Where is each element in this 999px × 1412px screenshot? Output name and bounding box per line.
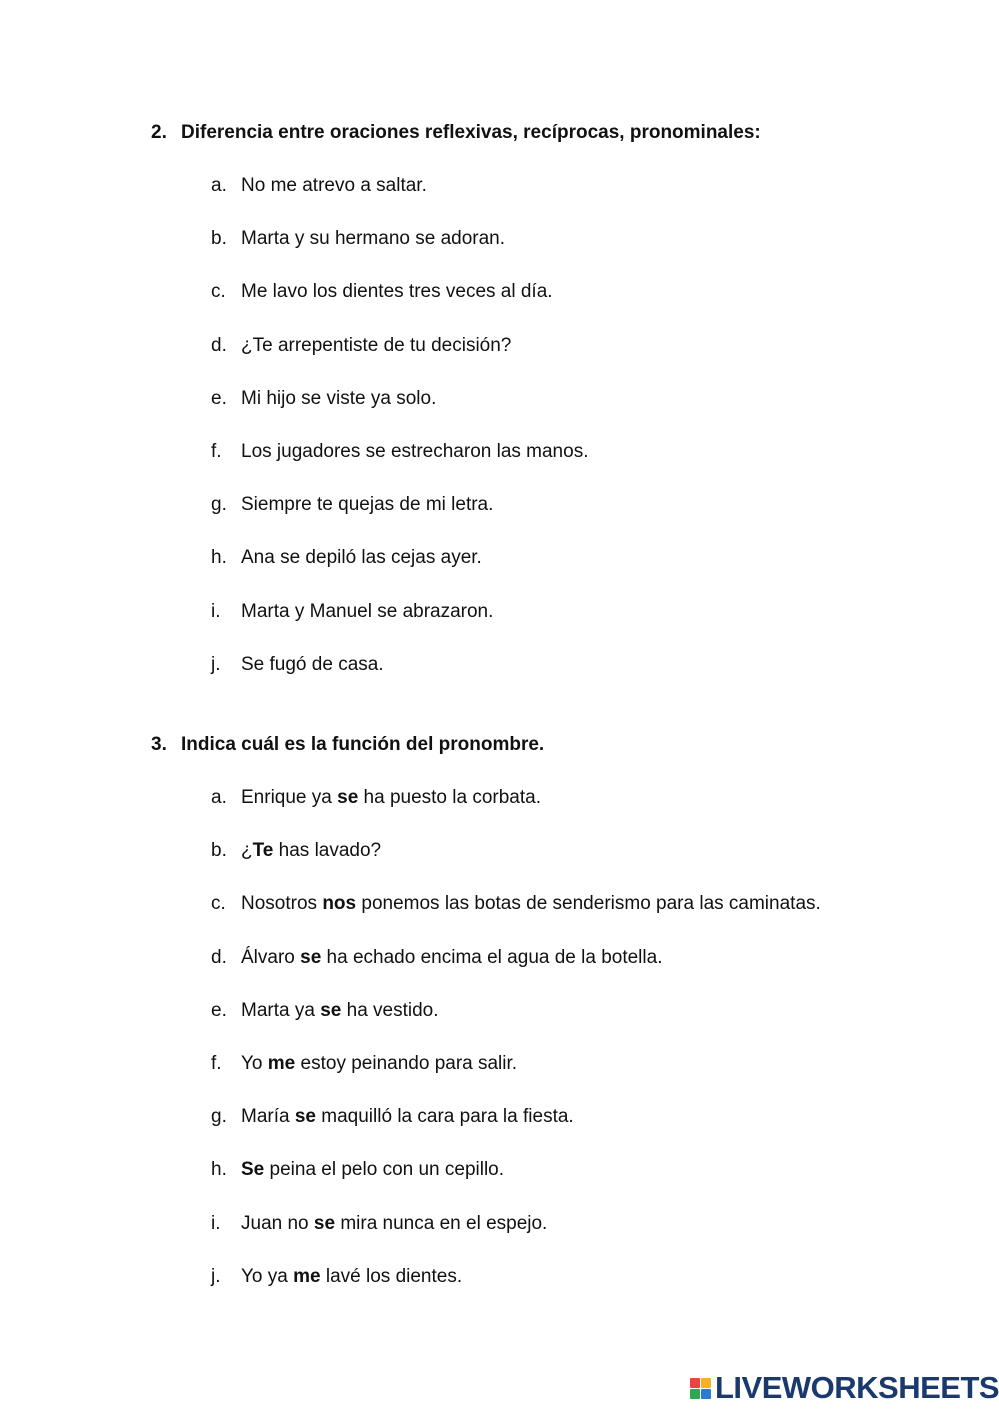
logo-text: LIVEWORKSHEETS bbox=[715, 1370, 999, 1405]
question-title: Diferencia entre oraciones reflexivas, recíprocas, pronominales: bbox=[181, 122, 761, 143]
item-text bbox=[241, 654, 384, 676]
item-letter: i. bbox=[211, 1212, 221, 1234]
item-text-start: ¿ bbox=[241, 840, 253, 862]
item-text-start: Marta y su hermano se adoran. bbox=[241, 228, 506, 250]
item-text-end: peina el pelo con un cepillo. bbox=[264, 1159, 505, 1181]
item-text-start: María bbox=[241, 1106, 295, 1128]
question-number: 3. bbox=[151, 734, 167, 755]
item-text bbox=[241, 228, 505, 250]
item-text-start: Marta y Manuel se abrazaron. bbox=[241, 600, 494, 622]
item-letter: a. bbox=[211, 175, 227, 196]
item-letter: e. bbox=[211, 387, 227, 409]
pronoun: Te bbox=[252, 840, 274, 862]
logo-mark-icon bbox=[690, 1378, 711, 1399]
item-text-start: Mi hijo se viste ya solo. bbox=[241, 387, 437, 409]
question-number: 2. bbox=[151, 122, 167, 143]
item-letter: h. bbox=[211, 1159, 227, 1181]
item-text-end: maquilló la cara para la fiesta. bbox=[316, 1106, 574, 1128]
item-text-start: Yo ya bbox=[241, 1265, 294, 1287]
item-text-start: No me atrevo a saltar. bbox=[241, 175, 427, 196]
pronoun: se bbox=[337, 787, 359, 808]
item-text bbox=[241, 494, 493, 516]
item-text-start: Yo bbox=[241, 1053, 268, 1074]
item-letter: c. bbox=[211, 281, 226, 303]
pronoun: se bbox=[313, 1212, 336, 1234]
item-text-end: lavé los dientes. bbox=[320, 1265, 463, 1287]
pronoun: Se bbox=[241, 1159, 265, 1181]
logo-square-green bbox=[690, 1389, 700, 1399]
item-letter: b. bbox=[211, 840, 227, 862]
item-text-start: Los jugadores se estrecharon las manos. bbox=[241, 441, 589, 462]
pronoun: se bbox=[300, 946, 322, 968]
logo-square-red bbox=[690, 1378, 700, 1388]
item-letter: a. bbox=[211, 787, 227, 808]
item-text-end: ha echado encima el agua de la botella. bbox=[321, 946, 663, 968]
item-text bbox=[241, 1053, 517, 1075]
item-text-start: Se fugó de casa. bbox=[241, 653, 384, 675]
item-text-start: Nosotros bbox=[241, 893, 323, 915]
item-letter: f. bbox=[211, 1053, 222, 1074]
logo-square-blue bbox=[701, 1389, 711, 1399]
pronoun: me bbox=[267, 1053, 296, 1074]
item-text-end: estoy peinando para salir. bbox=[295, 1053, 518, 1074]
item-text bbox=[241, 1213, 547, 1235]
item-text-end: ha puesto la corbata. bbox=[358, 787, 542, 808]
item-letter: d. bbox=[211, 334, 227, 356]
item-text bbox=[241, 1000, 439, 1022]
item-letter: e. bbox=[211, 999, 227, 1021]
item-text-end: ha vestido. bbox=[341, 999, 439, 1021]
item-letter: j. bbox=[211, 1265, 221, 1287]
item-letter: g. bbox=[211, 494, 227, 516]
item-text bbox=[241, 175, 427, 197]
item-text-start: Ana se depiló las cejas ayer. bbox=[241, 547, 482, 569]
item-text bbox=[241, 388, 436, 410]
item-letter: c. bbox=[211, 893, 226, 915]
item-text-start: Álvaro bbox=[241, 946, 301, 968]
question-title: Indica cuál es la función del pronombre. bbox=[181, 734, 545, 755]
item-text bbox=[241, 441, 588, 463]
item-text-end: mira nunca en el espejo. bbox=[335, 1212, 548, 1234]
item-text bbox=[241, 1266, 462, 1288]
item-letter: h. bbox=[211, 547, 227, 569]
item-text-start: Siempre te quejas de mi letra. bbox=[241, 494, 494, 516]
item-text bbox=[241, 601, 493, 623]
pronoun: nos bbox=[322, 893, 357, 915]
item-letter: j. bbox=[211, 653, 221, 675]
item-text-end: has lavado? bbox=[273, 840, 382, 862]
item-text bbox=[241, 335, 511, 357]
item-letter: f. bbox=[211, 441, 222, 462]
item-letter: d. bbox=[211, 946, 227, 968]
item-text-start: Marta ya bbox=[241, 999, 321, 1021]
pronoun: me bbox=[293, 1265, 321, 1287]
item-text bbox=[241, 547, 482, 569]
item-text bbox=[241, 787, 541, 809]
item-text-start: Juan no bbox=[241, 1212, 314, 1234]
liveworksheets-logo bbox=[690, 1370, 999, 1405]
logo-square-yellow bbox=[701, 1378, 711, 1388]
item-text bbox=[241, 840, 381, 862]
item-text bbox=[241, 281, 553, 303]
item-text bbox=[241, 893, 821, 915]
item-text-start: Me lavo los dientes tres veces al día. bbox=[241, 281, 553, 303]
pronoun: se bbox=[320, 999, 342, 1021]
pronoun: se bbox=[294, 1106, 316, 1128]
item-text-end: ponemos las botas de senderismo para las caminatas. bbox=[356, 893, 821, 915]
item-letter: i. bbox=[211, 600, 221, 622]
item-text-start: ¿Te arrepentiste de tu decisión? bbox=[241, 334, 512, 356]
item-letter: g. bbox=[211, 1106, 227, 1128]
item-letter: b. bbox=[211, 228, 227, 250]
item-text bbox=[241, 947, 662, 969]
item-text bbox=[241, 1106, 574, 1128]
item-text-start: Enrique ya bbox=[241, 787, 338, 808]
item-text bbox=[241, 1159, 504, 1181]
